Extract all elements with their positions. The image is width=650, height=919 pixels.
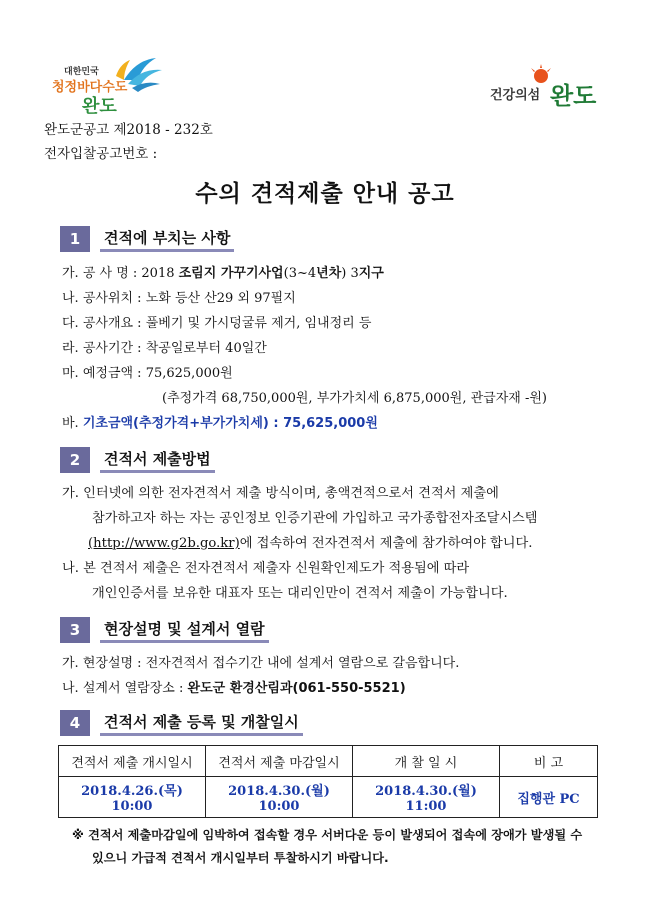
base-amount-line (62, 412, 378, 431)
table-cell: 2018.4.26.(목) 10:00 (59, 777, 206, 818)
design-view-location-line (62, 677, 406, 696)
section-4-header (60, 710, 303, 736)
submission-method-line-1: 가. 인터넷에 의한 전자견적서 제출 방식이며, 총액견적으로서 견적서 제출에 (62, 486, 499, 501)
submission-method-line-3-text: 에 접속하여 전자견적서 제출에 참가하여야 합니다. (239, 536, 533, 551)
table-header-cell: 비 고 (500, 746, 598, 777)
base-amount-value: 기초금액(추정가격+부가가치세) : 75,625,000원 (82, 416, 378, 431)
table-cell: 2018.4.30.(월) 10:00 (206, 777, 353, 818)
base-amount-label: 바. (62, 416, 83, 431)
table-row (59, 777, 598, 818)
project-location: 나. 공사위치 : 노화 등산 산29 외 97필지 (62, 291, 296, 306)
project-name-phase-unit: 년차 (316, 266, 342, 281)
logo-text-wando: 완도 (82, 96, 117, 117)
table-header-cell: 견적서 제출 마감일시 (206, 746, 353, 777)
g2b-link[interactable]: (http://www.g2b.go.kr) (88, 536, 240, 551)
wando-blue-city-logo (46, 50, 166, 116)
estimated-amount-detail: (추정가격 68,750,000원, 부가가치세 6,875,000원, 관급자재 -원) (162, 391, 547, 406)
logo-text-healthy-island: 건강의섬 (490, 88, 541, 103)
note-line-2: 있으니 가급적 견적서 개시일부터 투찰하시기 바랍니다. (92, 851, 389, 865)
e-bid-number-label: 전자입찰공고번호 : (44, 146, 158, 162)
estimated-amount: 마. 예정금액 : 75,625,000원 (62, 366, 233, 381)
design-view-location-label: 나. 설계서 열람장소 : (62, 681, 188, 696)
project-name-line (62, 262, 384, 281)
table-cell: 2018.4.30.(월) 11:00 (353, 777, 500, 818)
submission-method-line-4: 나. 본 견적서 제출은 전자견적서 제출자 신원확인제도가 적용됨에 따라 (62, 561, 470, 576)
schedule-table (58, 745, 598, 818)
section-3-header (60, 617, 269, 643)
project-name-value: 조림지 가꾸기사업 (178, 266, 284, 281)
section-title: 현장설명 및 설계서 열람 (100, 617, 269, 643)
submission-method-line-2: 참가하고자 하는 자는 공인정보 인증기관에 가입하고 국가종합전자조달시스템 (92, 511, 538, 526)
section-number: 2 (60, 447, 90, 473)
project-period: 라. 공사기간 : 착공일로부터 40일간 (62, 341, 267, 356)
announcement-number: 완도군공고 제2018 - 232호 (44, 122, 213, 138)
note-line-1: ※ 견적서 제출마감일에 임박하여 접속할 경우 서버다운 등이 발생되어 접속에 장애가 발생될 수 (72, 828, 583, 842)
section-number: 4 (60, 710, 90, 736)
submission-method-line-5: 개인인증서를 보유한 대표자 또는 대리인만이 견적서 제출이 가능합니다. (92, 586, 508, 601)
section-title: 견적서 제출방법 (100, 447, 215, 473)
table-header-cell: 견적서 제출 개시일시 (59, 746, 206, 777)
project-name-district-num: ) 3 (341, 266, 359, 281)
site-briefing: 가. 현장설명 : 전자견적서 접수기간 내에 설계서 열람으로 갈음합니다. (62, 656, 460, 671)
logo-text-wando-right: 완도 (550, 82, 597, 110)
section-number: 1 (60, 226, 90, 252)
logo-text-korea: 대한민국 (64, 67, 99, 77)
submission-method-line-3 (88, 532, 532, 551)
design-view-location-value: 완도군 환경산림과(061-550-5521) (187, 681, 406, 696)
section-2-header (60, 447, 215, 473)
project-name-district: 지구 (358, 266, 384, 281)
logo-text-slogan: 청정바다수도 (52, 80, 128, 95)
table-cell: 집행관 PC (500, 777, 598, 818)
section-title: 견적에 부치는 사항 (100, 226, 234, 252)
table-header-cell: 개 찰 일 시 (353, 746, 500, 777)
project-overview: 다. 공사개요 : 풀베기 및 가시덩굴류 제거, 임내정리 등 (62, 316, 372, 331)
healthy-island-wando-logo (490, 62, 600, 114)
section-number: 3 (60, 617, 90, 643)
page-title: 수의 견적제출 안내 공고 (195, 181, 455, 207)
project-name-label: 가. 공 사 명 : 2018 (62, 266, 179, 281)
section-title: 견적서 제출 등록 및 개찰일시 (100, 710, 303, 736)
project-name-phase: (3~4 (283, 266, 317, 281)
section-1-header (60, 226, 234, 252)
table-header-row (59, 746, 598, 777)
